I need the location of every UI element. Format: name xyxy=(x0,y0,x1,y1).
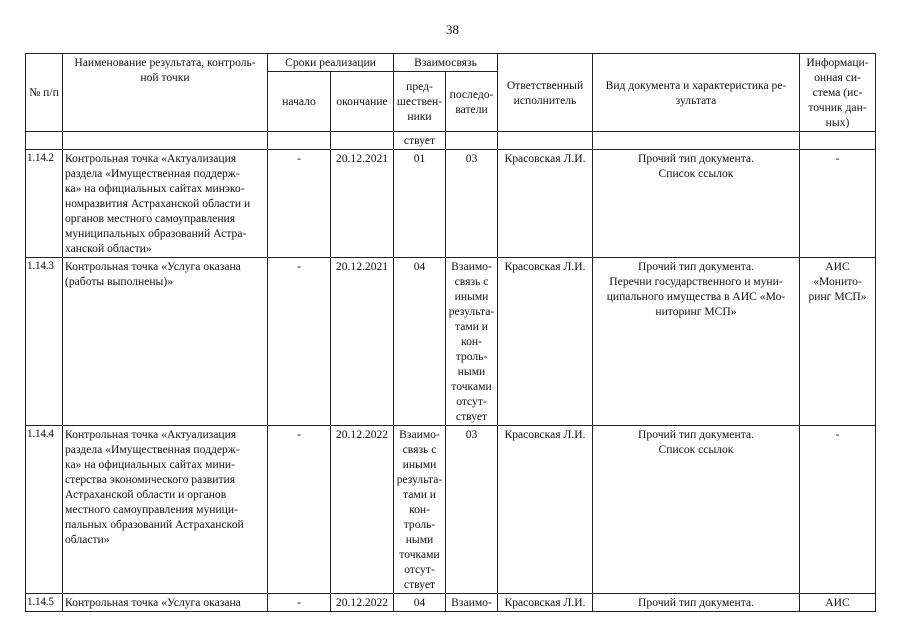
row-next: 03 xyxy=(446,426,498,594)
row-start: - xyxy=(268,426,331,594)
page-number: 38 xyxy=(446,22,459,37)
row-prev: 04 xyxy=(394,594,446,612)
header-relation: Взаимосвязь xyxy=(394,54,498,72)
row-prev: Взаимо- связь с иными результа- тами и кон- троль- ными точками отсут- ствует xyxy=(394,426,446,594)
header-start: начало xyxy=(268,72,331,132)
row-name: Контрольная точка «Актуализация раздела «Имущественная поддерж- ка» на официальных сайтах минэко- номразвития Астраханской области и органов местного самоуправления муниципальных образований Астра- ханской области» xyxy=(63,150,268,258)
row-responsible: Красовская Л.И. xyxy=(498,426,593,594)
carry-over-row xyxy=(26,132,876,150)
row-prev: 04 xyxy=(394,258,446,426)
row-doc-type: Прочий тип документа. Список ссылок xyxy=(593,426,800,594)
results-table xyxy=(25,53,876,612)
header-info-system: Информаци- онная си- стема (ис- точник дан- ных) xyxy=(800,54,876,132)
row-responsible: Красовская Л.И. xyxy=(498,594,593,612)
header-name: Наименование результата, контроль- ной точки xyxy=(63,54,268,132)
header-responsible: Ответственный исполнитель xyxy=(498,54,593,132)
row-name: Контрольная точка «Услуга оказана xyxy=(63,594,268,612)
row-num: 1.14.5 xyxy=(26,594,63,612)
header-terms: Сроки реализации xyxy=(268,54,394,72)
header-row-1 xyxy=(26,54,876,72)
row-end: 20.12.2021 xyxy=(331,150,394,258)
row-responsible: Красовская Л.И. xyxy=(498,258,593,426)
row-num: 1.14.3 xyxy=(26,258,63,426)
row-info-system: - xyxy=(800,150,876,258)
row-info-system: - xyxy=(800,426,876,594)
row-num: 1.14.4 xyxy=(26,426,63,594)
carry-over-prev: ствует xyxy=(394,132,446,150)
row-start: - xyxy=(268,150,331,258)
table-row xyxy=(26,426,876,594)
header-next: последо- ватели xyxy=(446,72,498,132)
table-row xyxy=(26,150,876,258)
table-row xyxy=(26,258,876,426)
row-doc-type: Прочий тип документа. Список ссылок xyxy=(593,150,800,258)
row-next: 03 xyxy=(446,150,498,258)
row-name: Контрольная точка «Услуга оказана (работы выполнены)» xyxy=(63,258,268,426)
row-next: Взаимо- xyxy=(446,594,498,612)
header-end: окончание xyxy=(331,72,394,132)
row-end: 20.12.2022 xyxy=(331,426,394,594)
row-info-system: АИС «Монито- ринг МСП» xyxy=(800,258,876,426)
header-prev: пред- шествен- ники xyxy=(394,72,446,132)
row-end: 20.12.2021 xyxy=(331,258,394,426)
row-num: 1.14.2 xyxy=(26,150,63,258)
row-prev: 01 xyxy=(394,150,446,258)
row-name: Контрольная точка «Актуализация раздела «Имущественная поддерж- ка» на официальных сайтах мини- стерства экономического развития Астраханской области и органов местного самоуправления муници- пальных образований Астраханской области» xyxy=(63,426,268,594)
row-start: - xyxy=(268,594,331,612)
row-end: 20.12.2022 xyxy=(331,594,394,612)
row-start: - xyxy=(268,258,331,426)
row-responsible: Красовская Л.И. xyxy=(498,150,593,258)
row-doc-type: Прочий тип документа. xyxy=(593,594,800,612)
header-doc-type: Вид документа и характеристика ре- зультата xyxy=(593,54,800,132)
row-info-system: АИС xyxy=(800,594,876,612)
row-doc-type: Прочий тип документа. Перечни государственного и муни- ципального имущества в АИС «Мо- ниторинг МСП» xyxy=(593,258,800,426)
header-num: № п/п xyxy=(26,54,63,132)
table-row xyxy=(26,594,876,612)
row-next: Взаимо- связь с иными результа- тами и кон- троль- ными точками отсут- ствует xyxy=(446,258,498,426)
